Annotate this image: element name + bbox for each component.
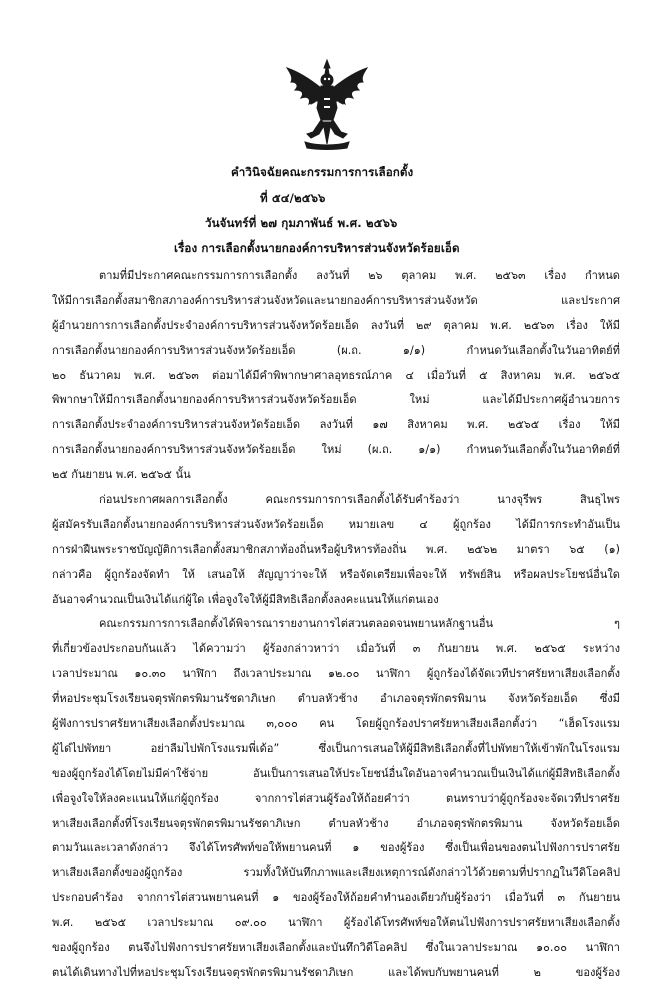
body-line: ที่หอประชุมโรงเรียนจตุรพักตรพิมานรัชดาภิเษก ตำบลหัวช้าง อำเภอจตุรพักตรพิมาน จังหวัดร้อยเอ็ด ซึ่งมี	[52, 692, 620, 706]
body-line: พ.ศ. ๒๕๖๕ เวลาประมาณ ๐๙.๐๐ นาฬิกา ผู้ร้องได้โทรศัพท์ขอให้ตนไปฟังการปราศรัยหาเสียงเลือกตั้ง	[52, 916, 620, 930]
body-line: เพื่อจูงใจให้ลงคะแนนให้แก่ผู้ถูกร้อง จากการไต่สวนผู้ร้องให้ถ้อยคำว่า ตนทราบว่าผู้ถูกร้องจะจัดเวทีปราศรัย	[52, 791, 620, 805]
body-line: ผู้สมัครรับเลือกตั้งนายกองค์การบริหารส่วนจังหวัดร้อยเอ็ด หมายเลข ๔ ผู้ถูกร้อง ได้มีการกระทำอันเป็น	[52, 517, 620, 531]
body-line: เวลาประมาณ ๑๐.๓๐ นาฬิกา ถึงเวลาประมาณ ๑๒.๐๐ นาฬิกา ผู้ถูกร้องได้จัดเวทีปราศรัยหาเสียงเลือกตั้ง	[52, 667, 620, 681]
body-line: การเลือกตั้งนายกองค์การบริหารส่วนจังหวัดร้อยเอ็ด ใหม่ (ผ.ถ. ๑/๑) กำหนดวันเลือกตั้งในวันอาทิตย์ที่	[52, 443, 620, 457]
document-title: คำวินิจฉัยคณะกรรมการการเลือกตั้ง	[231, 165, 414, 179]
body-line: ที่เกี่ยวข้องประกอบกันแล้ว ได้ความว่า ผู้ร้องกล่าวหาว่า เมื่อวันที่ ๓ กันยายน พ.ศ. ๒๕๖๕ ระหว่าง	[52, 642, 620, 656]
body-line: หาเสียงเลือกตั้งของผู้ถูกร้อง รวมทั้งให้บันทึกภาพและเสียงเหตุการณ์ดังกล่าวไว้ด้วยตามที่ปรากฏในวีดิโอคลิป	[52, 866, 620, 880]
body-line: ๒๐ ธันวาคม พ.ศ. ๒๕๖๓ ต่อมาได้มีคำพิพากษาศาลอุทธรณ์ภาค ๔ เมื่อวันที่ ๕ สิงหาคม พ.ศ. ๒๕๖๕	[52, 368, 620, 382]
body-line: คณะกรรมการการเลือกตั้งได้พิจารณารายงานการไต่สวนตลอดจนพยานหลักฐานอื่น ๆ	[99, 617, 620, 631]
body-line: การเลือกตั้งนายกองค์การบริหารส่วนจังหวัดร้อยเอ็ด (ผ.ถ. ๑/๑) กำหนดวันเลือกตั้งในวันอาทิตย์ที่	[52, 343, 620, 357]
body-line: หาเสียงเลือกตั้งที่โรงเรียนจตุรพักตรพิมานรัชดาภิเษก ตำบลหัวช้าง อำเภอจตุรพักตรพิมาน จังหวัดร้อยเอ็ด	[52, 816, 620, 830]
document-body	[52, 264, 620, 986]
body-line: ตามวันและเวลาดังกล่าว จึงได้โทรศัพท์ขอให้พยานคนที่ ๑ ของผู้ร้อง ซึ่งเป็นเพื่อนของตนไปฟังการปราศรัย	[52, 841, 620, 855]
body-line: ตนได้เดินทางไปที่หอประชุมโรงเรียนจตุรพักตรพิมานรัชดาภิเษก และได้พบกับพยานคนที่ ๒ ของผู้ร้อง	[52, 965, 620, 979]
body-line: ก่อนประกาศผลการเลือกตั้ง คณะกรรมการการเลือกตั้งได้รับคำร้องว่า นางจุรีพร สินธุไพร	[99, 493, 620, 507]
body-line: ตามที่มีประกาศคณะกรรมการการเลือกตั้ง ลงวันที่ ๒๖ ตุลาคม พ.ศ. ๒๕๖๓ เรื่อง กำหนด	[99, 269, 620, 282]
body-line: ผู้อำนวยการการเลือกตั้งประจำองค์การบริหารส่วนจังหวัดร้อยเอ็ด ลงวันที่ ๒๙ ตุลาคม พ.ศ. ๒๕๖๓ เรื่อง ให้มี	[52, 318, 620, 332]
body-line: การฝ่าฝืนพระราชบัญญัติการเลือกตั้งสมาชิกสภาท้องถิ่นหรือผู้บริหารท้องถิ่น พ.ศ. ๒๕๖๒ มาตรา ๖๕ (๑)	[52, 542, 620, 556]
document-number: ที่ ๕๔/๒๕๖๖	[260, 191, 326, 205]
body-line: ๒๕ กันยายน พ.ศ. ๒๕๖๕ นั้น	[52, 468, 191, 482]
body-line: ผู้ได๋ไปพัทยา อย่าลืมไปพักโรงแรมพี่เด้อ” ซึ่งเป็นการเสนอให้ผู้มีสิทธิเลือกตั้งที่ไปพัทยาให้เข้าพักในโรงแรม	[52, 741, 620, 755]
body-line: กล่าวคือ ผู้ถูกร้องจัดทำ ให้ เสนอให้ สัญญาว่าจะให้ หรือจัดเตรียมเพื่อจะให้ ทรัพย์สิน หรือผลประโยชน์อื่นใด	[52, 567, 620, 581]
body-line: ของผู้ถูกร้องได้โดยไม่มีค่าใช้จ่าย อันเป็นการเสนอให้ประโยชน์อื่นใดอันอาจคำนวณเป็นเงินได้แก่ผู้มีสิทธิเลือกตั้ง	[52, 766, 620, 780]
body-line: พิพากษาให้มีการเลือกตั้งนายกองค์การบริหารส่วนจังหวัดร้อยเอ็ด ใหม่ และได้มีประกาศผู้อำนวยการ	[52, 393, 620, 407]
body-line: ให้มีการเลือกตั้งสมาชิกสภาองค์การบริหารส่วนจังหวัดและนายกองค์การบริหารส่วนจังหวัด และประกาศ	[52, 293, 620, 307]
document-subject: เรื่อง การเลือกตั้งนายกองค์การบริหารส่วนจังหวัดร้อยเอ็ด	[174, 241, 460, 255]
document-date: วันจันทร์ที่ ๒๗ กุมภาพันธ์ พ.ศ. ๒๕๖๖	[205, 216, 398, 230]
body-line: อันอาจคำนวณเป็นเงินได้แก่ผู้ใด เพื่อจูงใจให้ผู้มีสิทธิเลือกตั้งลงคะแนนให้แก่ตนเอง	[52, 592, 439, 606]
body-line: การเลือกตั้งประจำองค์การบริหารส่วนจังหวัดร้อยเอ็ด ลงวันที่ ๑๗ สิงหาคม พ.ศ. ๒๕๖๕ เรื่อง ให้มี	[52, 418, 620, 432]
garuda-emblem-icon	[283, 58, 371, 150]
body-line: ของผู้ถูกร้อง ตนจึงไปฟังการปราศรัยหาเสียงเลือกตั้งและบันทึกวิดีโอคลิป ซึ่งในเวลาประมาณ ๑๐.๐๐ นาฬิกา	[52, 941, 620, 955]
body-line: ประกอบคำร้อง จากการไต่สวนพยานคนที่ ๑ ของผู้ร้องให้ถ้อยคำทำนองเดียวกับผู้ร้องว่า เมื่อวันที่ ๓ กันยายน	[52, 891, 620, 905]
body-line: ผู้ฟังการปราศรัยหาเสียงเลือกตั้งประมาณ ๓,๐๐๐ คน โดยผู้ถูกร้องปราศรัยหาเสียงเลือกตั้งว่า “เฮ็ดโรงแรม	[52, 717, 620, 731]
